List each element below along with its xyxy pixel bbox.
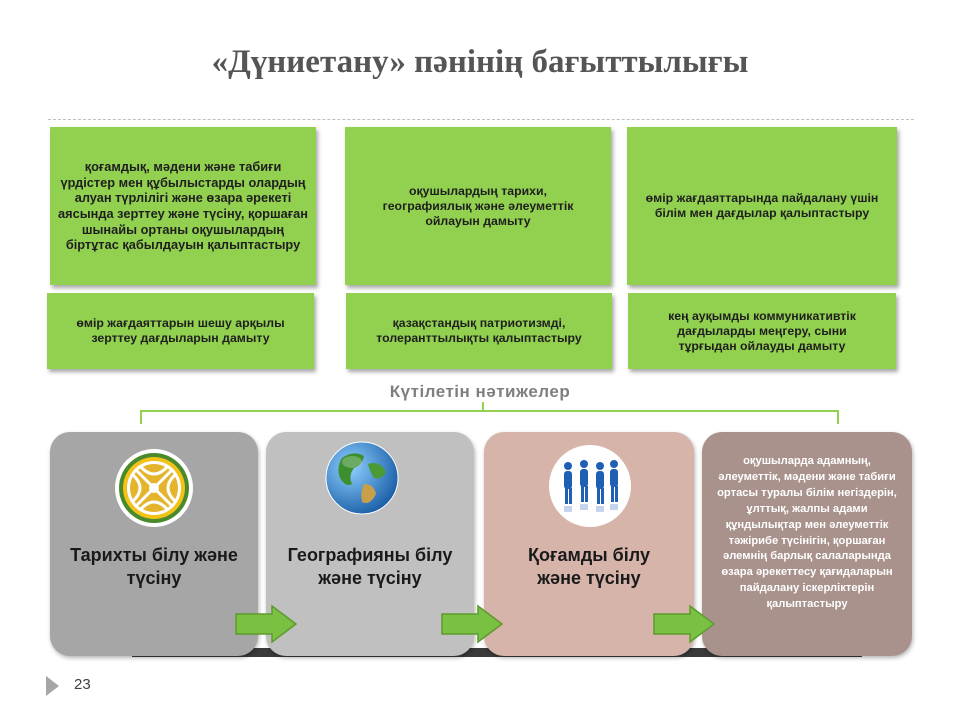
goal-box-2 (345, 127, 611, 285)
slide-marker-icon (46, 676, 59, 696)
outcome-card-history-label: Тарихты білу және түсіну (70, 545, 238, 589)
bracket-tick (482, 402, 484, 410)
arrow-right-icon (652, 604, 716, 644)
outcomes-bracket (140, 410, 839, 424)
goal-box-6-text: кең ауқымды коммуникативтік дағдыларды меңгеру, сыни тұрғыдан ойлауды дамыту (668, 308, 856, 353)
goal-box-5-text: қазақстандық патриотизмді, толеранттылықты қалыптастыру (376, 316, 582, 345)
globe-icon (324, 440, 400, 516)
goal-box-4-text: өмір жағдаяттарын шешу арқылы зерттеу дағдыларын дамыту (76, 316, 285, 345)
goal-box-1-text: қоғамдық, мәдени және табиғи үрдістер мен құбылыстарды олардың алуан түрлілігі және өзара әрекеті аясында зерттеу және түсіну, қоршаған шынайы ортаны оқушылардың біртұтас қабылдауын қалыптастыру (58, 159, 308, 253)
arrow-right-icon (234, 604, 298, 644)
goal-box-2-text: оқушылардың тарихи, географиялық және әлеуметтік ойлауын дамыту (382, 183, 574, 228)
outcomes-heading: Күтілетін нәтижелер (389, 382, 571, 401)
goal-box-3-text: өмір жағдаяттарында пайдалану үшін білім мен дағдылар қалыптастыру (645, 191, 879, 220)
goal-box-4 (47, 293, 314, 369)
goal-box-3 (627, 127, 897, 285)
arrow-right-icon (440, 604, 504, 644)
title-divider (48, 119, 914, 120)
outcome-card-society-label: Қоғамды білу және түсіну (528, 545, 650, 589)
ornament-emblem-icon (114, 448, 194, 528)
people-icon (548, 444, 632, 528)
goal-box-6 (628, 293, 896, 369)
page-title: «Дүниетану» пәнінің бағыттылығы (211, 44, 749, 80)
outcome-card-summary (702, 432, 912, 656)
goal-box-1 (50, 127, 316, 285)
outcome-card-geography-label: Географияны білу және түсіну (287, 545, 453, 589)
outcome-card-summary-text: оқушыларда адамның, әлеуметтік, мәдени және табиғи ортасы туралы білім негіздерін, ұлттық, жалпы адами құндылықтар мен әлеуметтік тәжірибе түсінігін, қоршаған әлемнің барлық салаларында өзара әрекеттесу қағидаларын пайдалану іскерліктерін қалыптастыру (717, 455, 897, 611)
goal-box-5 (346, 293, 612, 369)
outcome-card-history (50, 432, 258, 656)
page-number: 23 (74, 676, 91, 693)
